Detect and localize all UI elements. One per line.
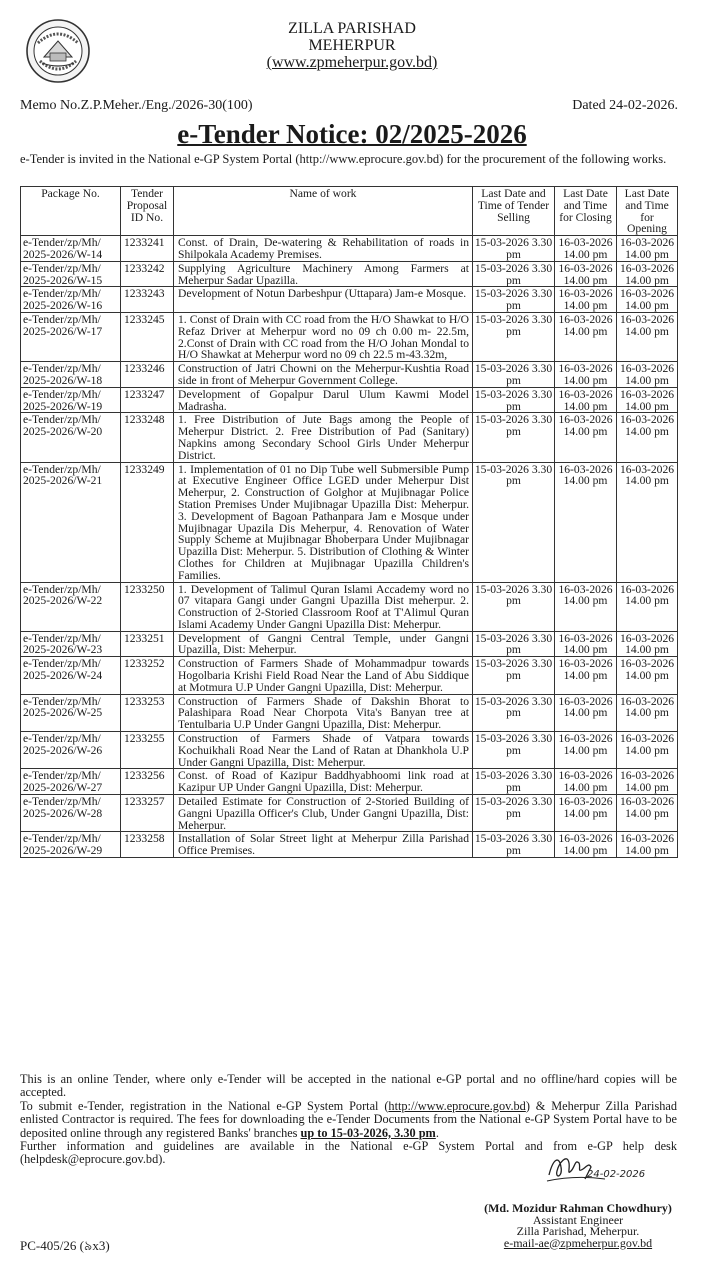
cell-package: e-Tender/zp/Mh/ 2025-2026/W-24: [21, 657, 121, 694]
memo-date: Dated 24-02-2026.: [572, 98, 678, 113]
cell-selling-date: 15-03-2026 3.30 pm: [473, 657, 555, 694]
cell-selling-date: 15-03-2026 3.30 pm: [473, 631, 555, 657]
signature-date: 24-02-2026: [587, 1169, 646, 1180]
cell-closing-date: 16-03-2026 14.00 pm: [555, 312, 617, 361]
cell-name-of-work: Development of Gangni Central Temple, under Gangni Upazilla, Dist: Meherpur.: [174, 631, 473, 657]
cell-closing-date: 16-03-2026 14.00 pm: [555, 631, 617, 657]
table-header-row: [21, 187, 678, 236]
cell-selling-date: 15-03-2026 3.30 pm: [473, 236, 555, 262]
cell-proposal-id: 1233243: [121, 287, 174, 313]
table-row: [21, 261, 678, 287]
cell-name-of-work: 1. Development of Talimul Quran Islami Accademy word no 07 vitapara Gangi under Gangni Upazilla Dist meherpur. 2. Construction of 2-Storied Classroom Roof at T'Alimul Quran Islami Academy Under Gangni Upazilla Dist: Meherpur.: [174, 582, 473, 631]
note-registration-part2: ) & Meherpur Zilla Parishad enlisted Contractor is required. The fees for downloading the e-Tender Documents from the National e-GP System Portal have to be deposited online through any registered Banks' branches: [20, 1098, 677, 1140]
cell-selling-date: 15-03-2026 3.30 pm: [473, 261, 555, 287]
zilla-parishad-seal-icon: [26, 19, 90, 83]
header-name-of-work: Name of work: [174, 187, 473, 236]
table-row: [21, 413, 678, 462]
cell-proposal-id: 1233241: [121, 236, 174, 262]
website-link[interactable]: (www.zpmeherpur.gov.bd): [266, 54, 438, 71]
org-name: ZILLA PARISHAD: [288, 20, 416, 37]
cell-package: e-Tender/zp/Mh/ 2025-2026/W-29: [21, 832, 121, 858]
cell-closing-date: 16-03-2026 14.00 pm: [555, 732, 617, 769]
cell-opening-date: 16-03-2026 14.00 pm: [617, 582, 678, 631]
cell-name-of-work: Development of Gopalpur Darul Ulum Kawmi Model Madrasha.: [174, 387, 473, 413]
header: [150, 20, 554, 71]
table-row: [21, 832, 678, 858]
header-package: Package No.: [21, 187, 121, 236]
cell-opening-date: 16-03-2026 14.00 pm: [617, 287, 678, 313]
cell-package: e-Tender/zp/Mh/ 2025-2026/W-16: [21, 287, 121, 313]
cell-selling-date: 15-03-2026 3.30 pm: [473, 462, 555, 582]
table-row: [21, 631, 678, 657]
cell-selling-date: 15-03-2026 3.30 pm: [473, 732, 555, 769]
table-row: [21, 312, 678, 361]
cell-opening-date: 16-03-2026 14.00 pm: [617, 462, 678, 582]
signatory-block: [466, 1203, 690, 1249]
table-row: [21, 387, 678, 413]
header-proposal-id: Tender Proposal ID No.: [121, 187, 174, 236]
table-row: [21, 795, 678, 832]
cell-selling-date: 15-03-2026 3.30 pm: [473, 312, 555, 361]
cell-proposal-id: 1233253: [121, 694, 174, 731]
cell-opening-date: 16-03-2026 14.00 pm: [617, 236, 678, 262]
cell-opening-date: 16-03-2026 14.00 pm: [617, 694, 678, 731]
cell-opening-date: 16-03-2026 14.00 pm: [617, 832, 678, 858]
cell-proposal-id: 1233256: [121, 769, 174, 795]
note-registration: [20, 1100, 677, 1140]
table-body: [21, 236, 678, 858]
cell-proposal-id: 1233255: [121, 732, 174, 769]
table-row: [21, 287, 678, 313]
cell-name-of-work: 1. Implementation of 01 no Dip Tube well Submersible Pump at Executive Engineer Office LGED under Meherpur Dist Meherpur, 2. Construction of Golghor at Mujibnagar Police Station Premises Under Mujibnagar Upazilla Dist: Meherpur. 3. Development of Bagoan Pathanpara Jam e Mosque under Mujibnagar Upazila Dis Meherpur, 4. Renovation of Water Supply Scheme at Mujibnagar Bhoberpara Under Mujibnagar Upazilla Dist: Meherpur. 5. Distribution of Clothing & Winter Clothes for Children at Mujibnagar Upazilla Children's Families.: [174, 462, 473, 582]
cell-proposal-id: 1233246: [121, 362, 174, 388]
cell-closing-date: 16-03-2026 14.00 pm: [555, 582, 617, 631]
title-text: e-Tender Notice: 02/2025-2026: [177, 119, 527, 149]
cell-selling-date: 15-03-2026 3.30 pm: [473, 832, 555, 858]
cell-opening-date: 16-03-2026 14.00 pm: [617, 657, 678, 694]
cell-package: e-Tender/zp/Mh/ 2025-2026/W-19: [21, 387, 121, 413]
table-row: [21, 657, 678, 694]
cell-package: e-Tender/zp/Mh/ 2025-2026/W-17: [21, 312, 121, 361]
cell-closing-date: 16-03-2026 14.00 pm: [555, 832, 617, 858]
header-opening: Last Date and Time for Opening: [617, 187, 678, 236]
cell-opening-date: 16-03-2026 14.00 pm: [617, 769, 678, 795]
cell-selling-date: 15-03-2026 3.30 pm: [473, 362, 555, 388]
cell-package: e-Tender/zp/Mh/ 2025-2026/W-21: [21, 462, 121, 582]
cell-closing-date: 16-03-2026 14.00 pm: [555, 362, 617, 388]
cell-package: e-Tender/zp/Mh/ 2025-2026/W-27: [21, 769, 121, 795]
cell-closing-date: 16-03-2026 14.00 pm: [555, 769, 617, 795]
table-row: [21, 236, 678, 262]
cell-proposal-id: 1233251: [121, 631, 174, 657]
cell-proposal-id: 1233250: [121, 582, 174, 631]
cell-package: e-Tender/zp/Mh/ 2025-2026/W-14: [21, 236, 121, 262]
cell-opening-date: 16-03-2026 14.00 pm: [617, 795, 678, 832]
page-title: [0, 118, 704, 150]
cell-opening-date: 16-03-2026 14.00 pm: [617, 261, 678, 287]
cell-closing-date: 16-03-2026 14.00 pm: [555, 657, 617, 694]
deposit-deadline: up to 15-03-2026, 3.30 pm: [300, 1125, 436, 1140]
table-row: [21, 582, 678, 631]
cell-package: e-Tender/zp/Mh/ 2025-2026/W-22: [21, 582, 121, 631]
cell-closing-date: 16-03-2026 14.00 pm: [555, 236, 617, 262]
table-row: [21, 462, 678, 582]
table-row: [21, 732, 678, 769]
cell-proposal-id: 1233247: [121, 387, 174, 413]
note-further-info: Further information and guidelines are available in the National e-GP System Portal and from e-GP help desk (helpdesk@eprocure.gov.bd).: [20, 1139, 677, 1167]
cell-opening-date: 16-03-2026 14.00 pm: [617, 413, 678, 462]
cell-selling-date: 15-03-2026 3.30 pm: [473, 387, 555, 413]
cell-proposal-id: 1233249: [121, 462, 174, 582]
cell-package: e-Tender/zp/Mh/ 2025-2026/W-20: [21, 413, 121, 462]
cell-proposal-id: 1233258: [121, 832, 174, 858]
cell-name-of-work: Construction of Farmers Shade of Vatpara towards Kochuikhali Road Near the Land of Ratan at Dhankhola U.P Under Gangni Upazilla, Dist: Meherpur.: [174, 732, 473, 769]
cell-closing-date: 16-03-2026 14.00 pm: [555, 387, 617, 413]
cell-selling-date: 15-03-2026 3.30 pm: [473, 287, 555, 313]
signatory-name: (Md. Mozidur Rahman Chowdhury): [484, 1201, 672, 1215]
cell-proposal-id: 1233242: [121, 261, 174, 287]
cell-name-of-work: Development of Notun Darbeshpur (Uttapara) Jam-e Mosque.: [174, 287, 473, 313]
cell-package: e-Tender/zp/Mh/ 2025-2026/W-15: [21, 261, 121, 287]
signatory-office: Zilla Parishad, Meherpur.: [516, 1224, 640, 1238]
table-row: [21, 694, 678, 731]
cell-name-of-work: Construction of Farmers Shade of Dakshin Bhorat to Palashipara Road Near Chorpota Vita's Banyan tree at Tentulbaria U.P Under Gangni Upazilla, Dist: Meherpur.: [174, 694, 473, 731]
cell-name-of-work: Installation of Solar Street light at Meherpur Zilla Parishad Office Premises.: [174, 832, 473, 858]
cell-proposal-id: 1233248: [121, 413, 174, 462]
memo-number: Memo No.Z.P.Meher./Eng./2026-30(100): [20, 98, 253, 113]
cell-opening-date: 16-03-2026 14.00 pm: [617, 312, 678, 361]
cell-closing-date: 16-03-2026 14.00 pm: [555, 287, 617, 313]
cell-opening-date: 16-03-2026 14.00 pm: [617, 387, 678, 413]
cell-closing-date: 16-03-2026 14.00 pm: [555, 462, 617, 582]
cell-name-of-work: 1. Free Distribution of Jute Bags among the People of Meherpur District. 2. Free Distribution of Pad (Sanitary) Napkins among Secondary School Girls Under Meherpur District.: [174, 413, 473, 462]
table-row: [21, 769, 678, 795]
cell-package: e-Tender/zp/Mh/ 2025-2026/W-18: [21, 362, 121, 388]
tender-table: [20, 186, 678, 858]
table-row: [21, 362, 678, 388]
cell-proposal-id: 1233245: [121, 312, 174, 361]
cell-selling-date: 15-03-2026 3.30 pm: [473, 795, 555, 832]
cell-name-of-work: Supplying Agriculture Machinery Among Farmers at Meherpur Sadar Upazilla.: [174, 261, 473, 287]
cell-closing-date: 16-03-2026 14.00 pm: [555, 413, 617, 462]
signature-icon: [545, 1145, 646, 1191]
cell-name-of-work: Const. of Drain, De-watering & Rehabilitation of roads in Shilpokala Academy Premises.: [174, 236, 473, 262]
cell-selling-date: 15-03-2026 3.30 pm: [473, 582, 555, 631]
cell-selling-date: 15-03-2026 3.30 pm: [473, 769, 555, 795]
cell-opening-date: 16-03-2026 14.00 pm: [617, 362, 678, 388]
cell-package: e-Tender/zp/Mh/ 2025-2026/W-25: [21, 694, 121, 731]
cell-package: e-Tender/zp/Mh/ 2025-2026/W-23: [21, 631, 121, 657]
cell-name-of-work: Construction of Farmers Shade of Mohammadpur towards Hogolbaria Krishi Field Road Near the Land of Abu Siddique at Motmura U.P Under Gangni Upazilla, Dist: Meherpur.: [174, 657, 473, 694]
cell-name-of-work: Construction of Jatri Chowni on the Meherpur-Kushtia Road side in front of Meherpur Government College.: [174, 362, 473, 388]
signatory-designation: Assistant Engineer: [532, 1212, 624, 1227]
signatory-email[interactable]: e-mail-ae@zpmeherpur.gov.bd: [503, 1235, 653, 1250]
cell-opening-date: 16-03-2026 14.00 pm: [617, 732, 678, 769]
cell-name-of-work: Detailed Estimate for Construction of 2-Storied Building of Gangni Upazilla Officer's Club, Under Gangni Upazilla, Dist: Meherpur.: [174, 795, 473, 832]
cell-name-of-work: 1. Const of Drain with CC road from the H/O Shawkat to H/O Refaz Driver at Meherpur word no 09 ch 0.00 m- 22.5m, 2.Const of Drain with CC road from the H/O Johan Mondal to H/O Shawkat at Meherpur word no 09 ch 22.5 m-43.32m,: [174, 312, 473, 361]
intro-text: e-Tender is invited in the National e-GP System Portal (http://www.eprocure.gov.bd) for the procurement of the following works.: [20, 152, 667, 166]
cell-package: e-Tender/zp/Mh/ 2025-2026/W-28: [21, 795, 121, 832]
note-registration-end: .: [435, 1125, 439, 1140]
cell-selling-date: 15-03-2026 3.30 pm: [473, 694, 555, 731]
note-online: This is an online Tender, where only e-Tender will be accepted in the national e-GP portal and no offline/hard copies will be accepted.: [20, 1072, 677, 1100]
org-district: MEHERPUR: [308, 37, 396, 54]
eprocure-link[interactable]: http://www.eprocure.gov.bd: [388, 1098, 526, 1113]
cell-proposal-id: 1233252: [121, 657, 174, 694]
pc-number: PC-405/26 (৯x3): [20, 1238, 110, 1253]
cell-closing-date: 16-03-2026 14.00 pm: [555, 795, 617, 832]
cell-opening-date: 16-03-2026 14.00 pm: [617, 631, 678, 657]
cell-package: e-Tender/zp/Mh/ 2025-2026/W-26: [21, 732, 121, 769]
cell-selling-date: 15-03-2026 3.30 pm: [473, 413, 555, 462]
cell-proposal-id: 1233257: [121, 795, 174, 832]
header-closing: Last Date and Time for Closing: [555, 187, 617, 236]
note-registration-part1: To submit e-Tender, registration in the National e-GP System Portal (: [20, 1098, 389, 1113]
header-selling: Last Date and Time of Tender Selling: [473, 187, 555, 236]
cell-closing-date: 16-03-2026 14.00 pm: [555, 694, 617, 731]
cell-closing-date: 16-03-2026 14.00 pm: [555, 261, 617, 287]
cell-name-of-work: Const. of Road of Kazipur Baddhyabhoomi link road at Kazipur UP Under Gangni Upazilla, Dist: Meherpur.: [174, 769, 473, 795]
